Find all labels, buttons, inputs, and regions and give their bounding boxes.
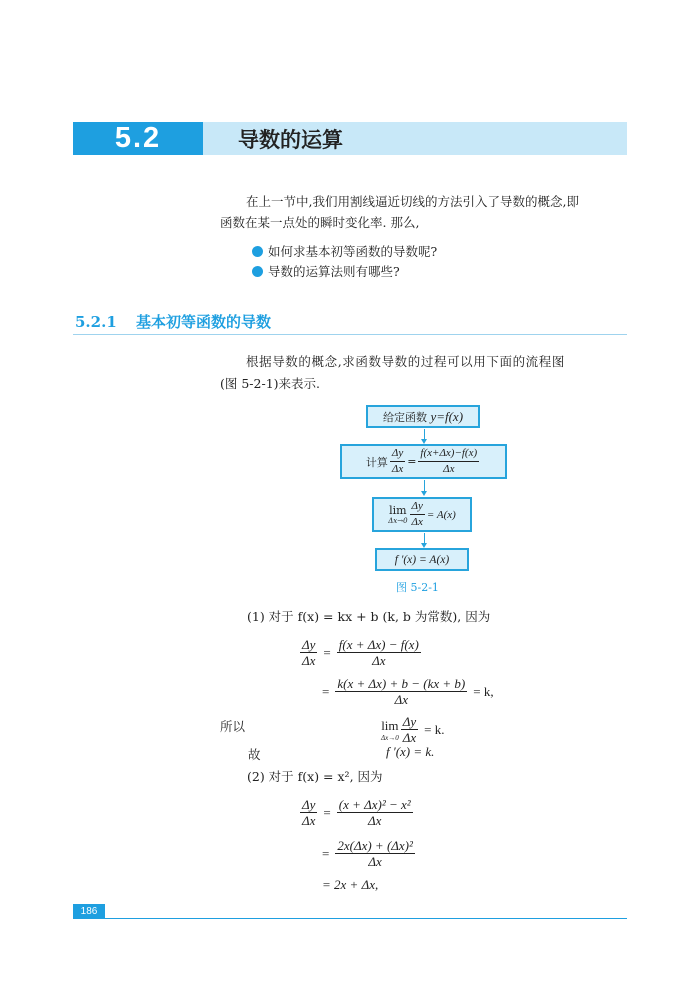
example1-equation-2 [318,676,498,707]
numerator: Δy [390,446,405,462]
flow-arrow [424,533,425,544]
limit [388,504,407,525]
page-number: 186 [80,906,98,917]
numerator: 2x(Δx) + (Δx)² [337,838,413,853]
bullet-icon [252,266,263,277]
flow-label: 给定函数 [382,410,427,424]
example2-equation-1 [298,797,415,828]
numerator: f(x+Δx)−f(x) [418,446,479,462]
denominator: Δx [302,653,316,668]
denominator: Δx [411,516,423,528]
bullet-item [252,242,437,260]
lim-text: lim [381,717,399,733]
flow-arrow [424,480,425,492]
denominator: Δx [443,463,455,475]
para-line-2: (图 5-2-1)来表示. [220,376,321,391]
denominator: Δx [391,463,404,475]
fraction [410,499,425,530]
example1-equation-1 [298,637,423,668]
fraction [300,637,317,668]
denominator: Δx [394,692,408,707]
denominator: Δx [368,854,382,869]
so-label: 所以 [220,719,246,734]
intro-line-2: 函数在某一点处的瞬时变化率. 那么, [220,215,420,230]
example2-equation-3: = 2x + Δx, [322,877,379,892]
figure-caption: 图 5-2-1 [396,581,439,594]
numerator: Δy [402,714,417,729]
subsection-heading [75,311,271,332]
subsection-number: 5.2.1 [75,313,117,331]
fraction [335,676,467,707]
limit [381,718,399,742]
fraction [300,797,317,828]
equals: = [322,683,330,699]
example2-intro: (2) 对于 f(x) = x², 因为 [247,769,383,784]
fraction [337,797,413,828]
result: = k. [424,721,445,737]
flow-label: 计算 [365,455,388,469]
subsection-title: 基本初等函数的导数 [136,313,272,331]
numerator: (x + Δx)² − x² [338,797,411,812]
hence-expr: f ′(x) = k. [386,744,435,759]
fraction [337,637,421,668]
denominator: Δx [372,653,386,668]
flow-arrow [424,429,425,440]
subsection-rule [73,334,627,335]
hence-label: 故 [248,747,261,762]
bullet-item [252,262,400,280]
fraction [335,838,415,869]
lim-subscript: Δx→0 [381,733,399,742]
flow-expr: y=f(x) [430,408,464,424]
bullet-text: 导数的运算法则有哪些? [268,264,400,279]
example1-intro: (1) 对于 f(x) = kx + b (k, b 为常数), 因为 [247,609,491,624]
numerator: Δy [302,797,316,812]
numerator: f(x + Δx) − f(x) [338,637,419,652]
example2-equation-2 [318,838,417,869]
fraction [418,446,479,477]
section-number-block [73,122,203,155]
flow-box-given-function [366,405,480,428]
denominator: Δx [302,813,316,828]
section-number: 5.2 [114,122,162,154]
flow-box-derivative [375,548,469,571]
lim-text: lim [389,504,407,517]
numerator: Δy [302,637,316,652]
numerator: k(x + Δx) + b − (kx + b) [337,676,466,691]
fraction [390,446,405,477]
flow-box-compute [340,444,507,479]
intro-line-1: 在上一节中,我们用割线逼近切线的方法引入了导数的概念,即 [246,194,579,209]
flow-box-limit [372,497,472,532]
bullet-text: 如何求基本初等函数的导数呢? [268,244,438,259]
flow-expr: f ′(x) = A(x) [394,553,450,566]
footer-rule [105,918,627,919]
fraction [401,714,418,745]
denominator: Δx [368,813,382,828]
result: = k, [473,683,494,699]
equals: = [322,845,330,861]
lim-subscript: Δx→0 [388,517,408,525]
limit-equation [381,714,448,745]
equals: = [323,804,331,820]
equals: = [407,455,417,468]
para-line-1: 根据导数的概念,求函数导数的过程可以用下面的流程图 [246,354,565,369]
equals: = [323,644,331,660]
bullet-icon [252,246,263,257]
flow-expr: = A(x) [426,508,456,521]
numerator: Δy [410,499,425,515]
section-title-block [203,122,627,155]
section-title: 导数的运算 [238,126,343,152]
denominator: Δx [402,730,417,745]
page-number-block [73,904,105,919]
